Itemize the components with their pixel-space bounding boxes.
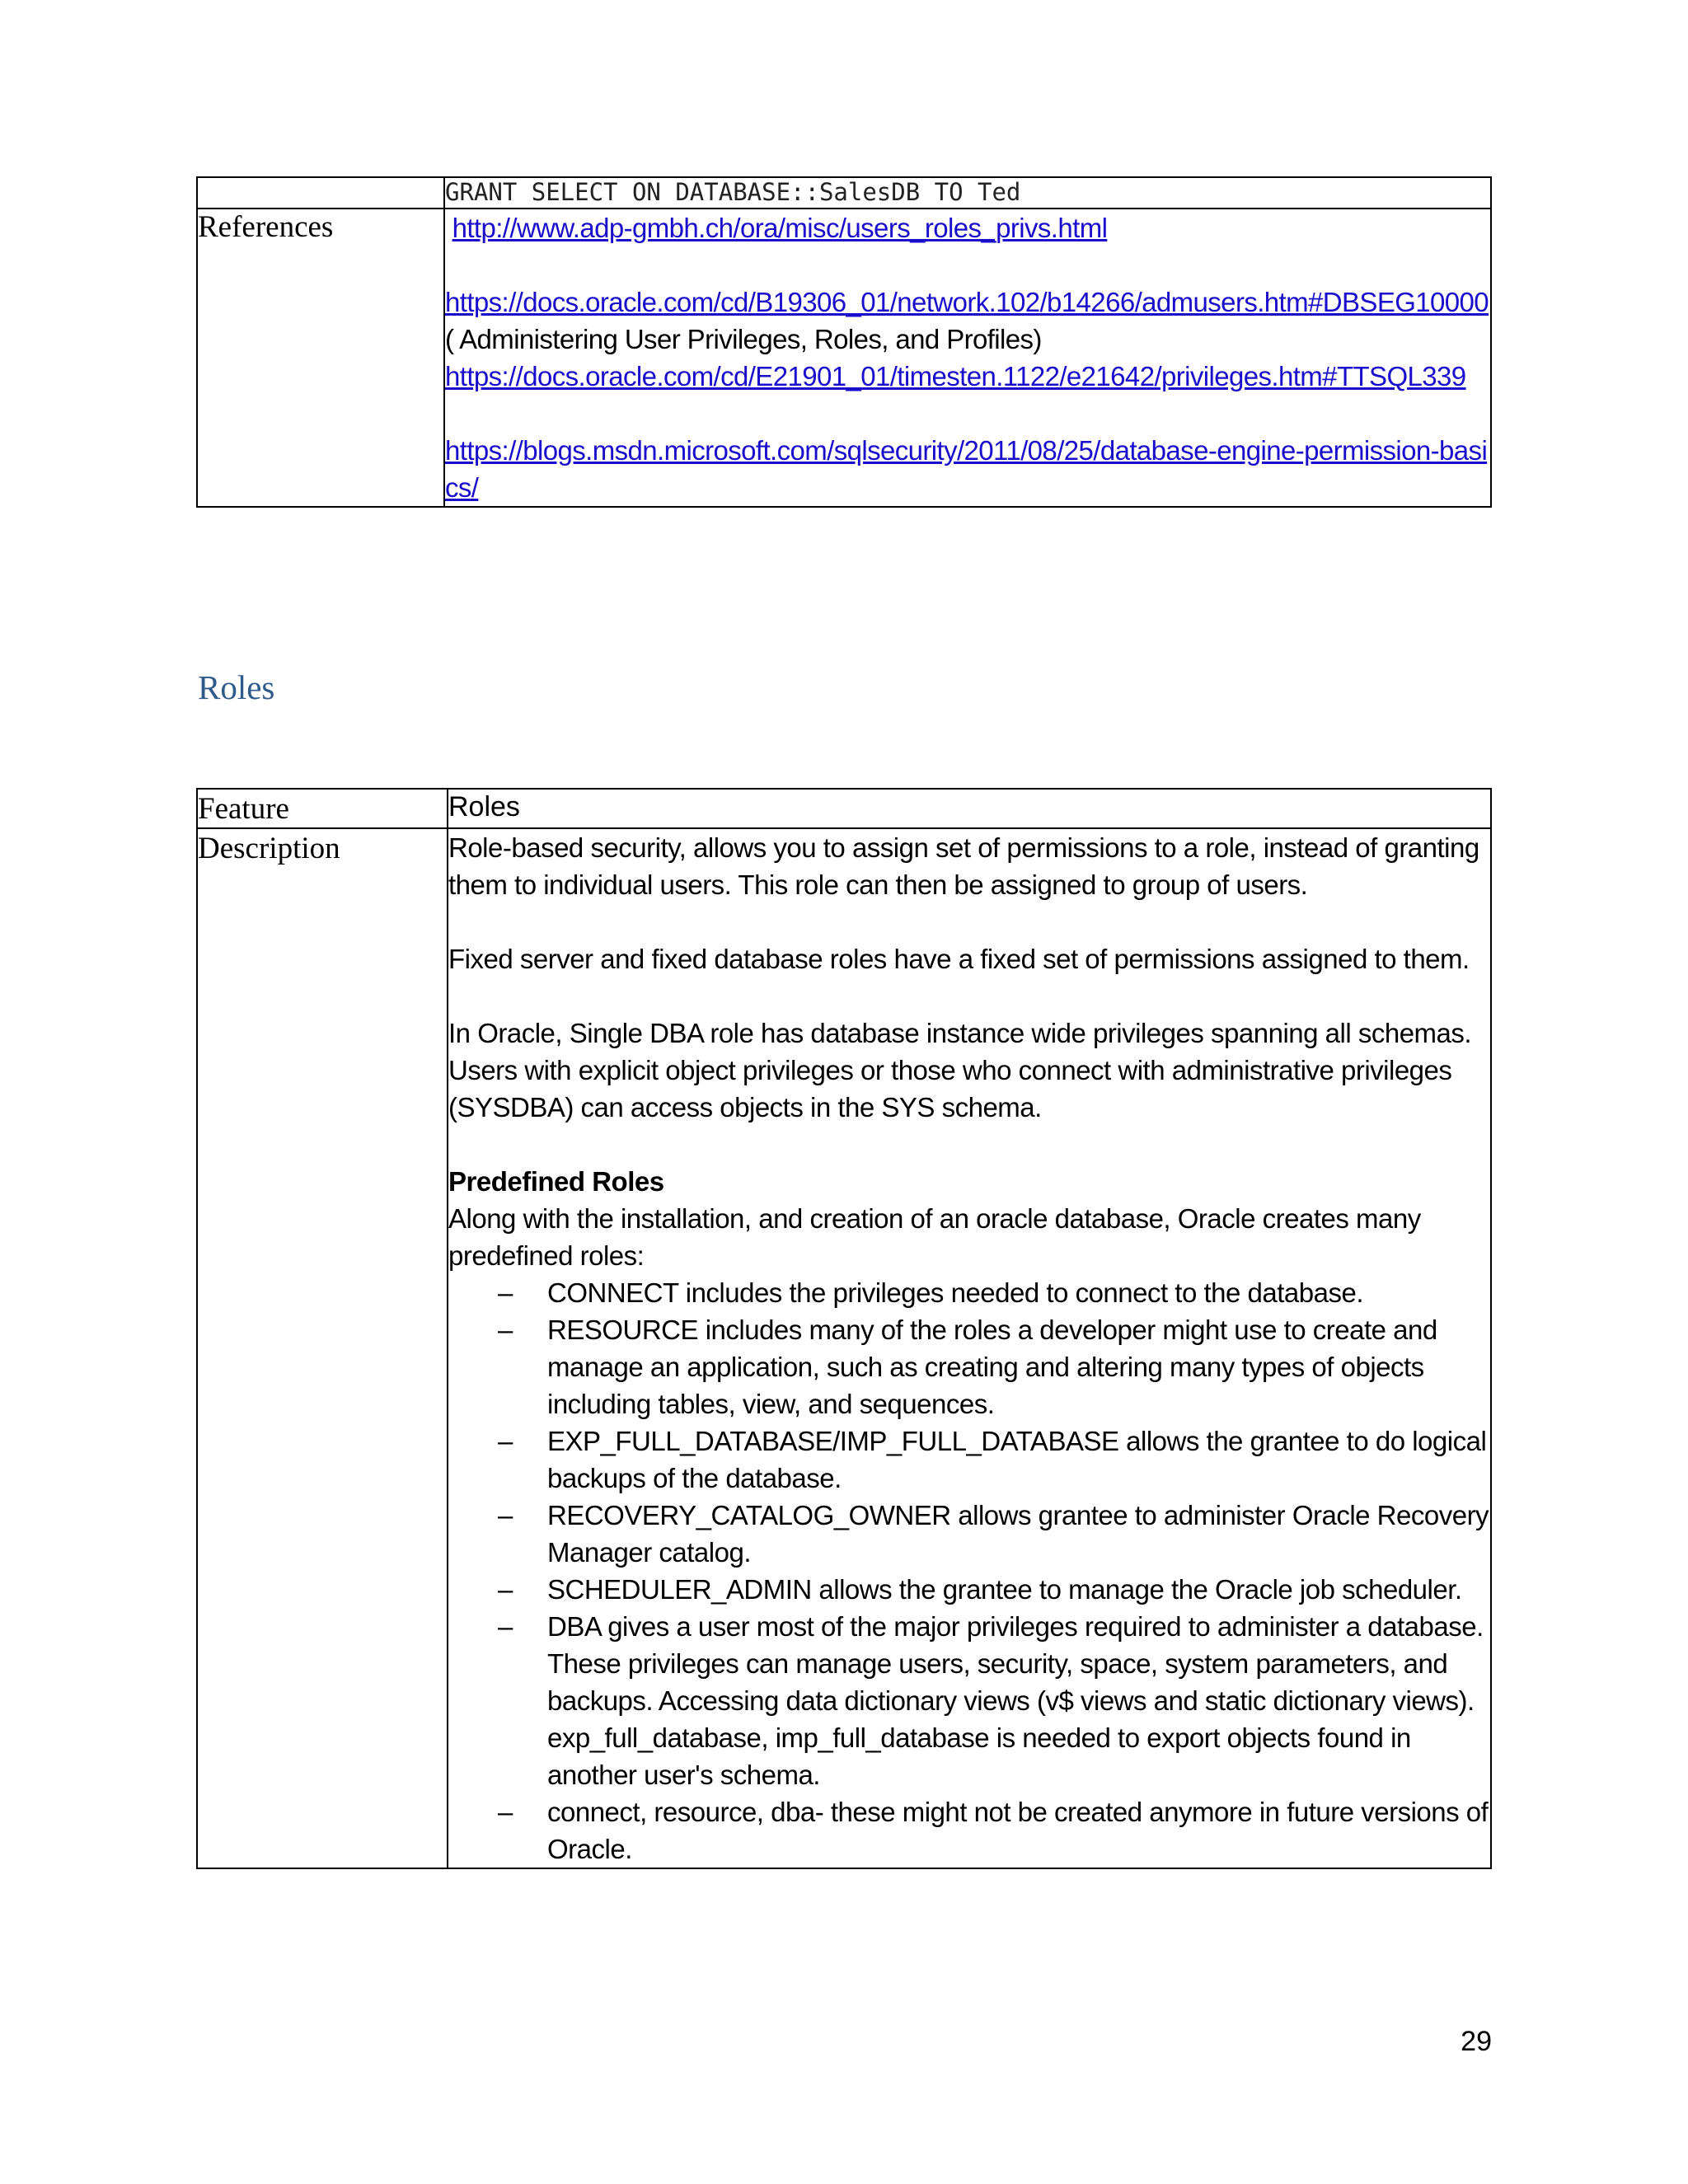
references-cell: [444, 209, 1491, 507]
reference-link-2-note: ( Administering User Privileges, Roles, and Profiles): [445, 324, 1042, 354]
list-item: – EXP_FULL_DATABASE/IMP_FULL_DATABASE allows the grantee to do logical backups of the database.: [448, 1422, 1490, 1497]
list-item: – DBA gives a user most of the major privileges required to administer a database. These privileges can manage users, security, space, system parameters, and backups. Accessing data dictionary views (v$ views and static dictionary views). exp_full_database, imp_full_database is needed to export objects found in another user's schema.: [448, 1608, 1490, 1793]
dash-bullet: –: [498, 1277, 513, 1308]
description-cell: [448, 828, 1491, 1868]
reference-link-3[interactable]: https://docs.oracle.com/cd/E21901_01/timesten.1122/e21642/privileges.htm#TTSQL339: [445, 361, 1466, 391]
section-heading: Roles: [198, 668, 275, 706]
dash-bullet: –: [498, 1574, 513, 1605]
roles-table: [196, 788, 1492, 1869]
roles-list: [448, 1274, 1490, 1868]
list-item: – SCHEDULER_ADMIN allows the grantee to manage the Oracle job scheduler.: [448, 1571, 1490, 1608]
reference-link-4[interactable]: https://blogs.msdn.microsoft.com/sqlsecurity/2011/08/25/database-engine-permission-basics/: [445, 435, 1488, 503]
empty-cell: [197, 177, 444, 209]
list-item: – RECOVERY_CATALOG_OWNER allows grantee to administer Oracle Recovery Manager catalog.: [448, 1497, 1490, 1571]
description-paragraph: Role-based security, allows you to assign set of permissions to a role, instead of granting them to individual users. This role can then be assigned to group of users.: [448, 832, 1479, 900]
description-label: Description: [197, 828, 448, 1868]
predefined-roles-heading: Predefined Roles: [448, 1166, 664, 1197]
dash-bullet: –: [498, 1315, 513, 1345]
list-item: – connect, resource, dba- these might not be created anymore in future versions of Oracle.: [448, 1793, 1490, 1868]
description-paragraph: Fixed server and fixed database roles have a fixed set of permissions assigned to them.: [448, 944, 1470, 974]
grant-code-line: GRANT SELECT ON DATABASE::SalesDB TO Ted: [444, 177, 1491, 209]
feature-value: Roles: [448, 789, 1491, 828]
reference-link-2[interactable]: https://docs.oracle.com/cd/B19306_01/network.102/b14266/admusers.htm#DBSEG10000: [445, 287, 1489, 317]
list-item: – CONNECT includes the privileges needed to connect to the database.: [448, 1274, 1490, 1311]
predefined-roles-intro: Along with the installation, and creation of an oracle database, Oracle creates many predefined roles:: [448, 1203, 1421, 1271]
reference-link-1[interactable]: http://www.adp-gmbh.ch/ora/misc/users_roles_privs.html: [452, 213, 1108, 243]
references-table: [196, 176, 1492, 508]
dash-bullet: –: [498, 1426, 513, 1456]
dash-bullet: –: [498, 1797, 513, 1827]
list-item: – RESOURCE includes many of the roles a developer might use to create and manage an application, such as creating and altering many types of objects including tables, view, and sequences.: [448, 1311, 1490, 1422]
feature-label: Feature: [197, 789, 448, 828]
description-paragraph: In Oracle, Single DBA role has database instance wide privileges spanning all schemas. Users with explicit object privileges or those who connect with administrative privileges (SYSDBA) can access objects in the SYS schema.: [448, 1018, 1472, 1122]
dash-bullet: –: [498, 1500, 513, 1530]
page-number: 29: [1461, 2026, 1492, 2057]
references-label: References: [197, 209, 444, 507]
dash-bullet: –: [498, 1611, 513, 1642]
